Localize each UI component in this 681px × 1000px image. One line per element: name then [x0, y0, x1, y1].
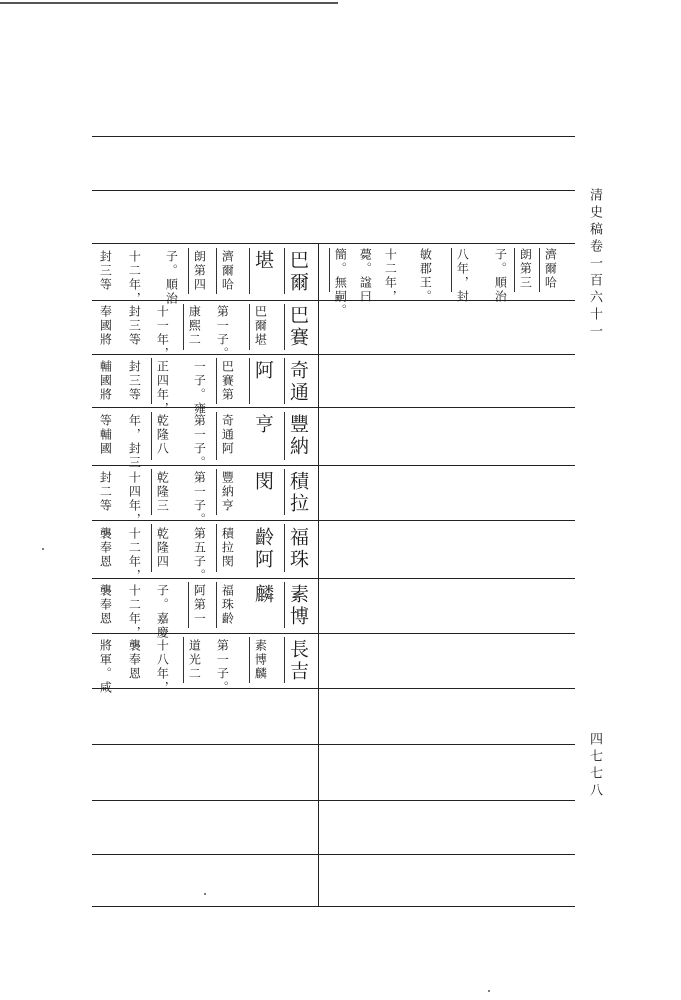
entry-generation-name: 堪 [252, 250, 274, 272]
entry-text-col: 八年，封 [455, 248, 470, 304]
bracket-bar [188, 248, 189, 294]
entry-name: 巴賽 [287, 305, 309, 349]
bracket-bar [284, 582, 285, 628]
entry-father: 豐納亨 [220, 471, 235, 513]
bracket-bar [249, 358, 250, 404]
top-rule [92, 136, 575, 137]
entry-desc: 乾隆三 [155, 471, 170, 513]
entry-generation-name: 亨 [252, 414, 274, 436]
entry-desc: 道光二 [187, 639, 202, 681]
entry-father: 濟爾哈 [220, 250, 235, 292]
entry-desc: 乾隆四 [155, 527, 170, 569]
row-divider [92, 578, 575, 579]
bracket-bar [151, 412, 152, 460]
entry-desc: 子。嘉慶 [155, 584, 170, 640]
entry-birth-order: 阿第一 [192, 584, 207, 626]
entry-father: 巴賽第 [220, 360, 235, 402]
bracket-bar [284, 469, 285, 515]
entry-desc: 奉國將 [98, 305, 113, 347]
entry-desc: 十八年， [155, 639, 170, 695]
row-divider [92, 744, 575, 745]
entry-name: 長吉 [287, 639, 309, 683]
entry-desc: 年，封三 [127, 414, 142, 470]
bracket-bar [284, 248, 285, 294]
entry-birth-order: 第一子。 [192, 471, 207, 527]
row-divider [92, 800, 575, 801]
entry-desc: 十二年， [127, 527, 142, 583]
second-rule [92, 190, 575, 191]
bottom-rule [92, 906, 575, 907]
bracket-bar [216, 582, 217, 628]
entry-desc: 封三等 [98, 250, 113, 292]
entry-text-col: 朗第三 [518, 248, 533, 290]
entry-desc: 襲奉恩 [127, 639, 142, 681]
entry-text-col: 敏郡王。 [418, 248, 433, 304]
entry-father: 福珠齡 [220, 584, 235, 626]
bracket-bar [183, 637, 184, 683]
bracket-bar [284, 304, 285, 350]
bracket-bar [216, 248, 217, 294]
entry-desc: 襲奉恩 [98, 527, 113, 569]
bracket-bar [329, 248, 330, 292]
bracket-bar [539, 248, 540, 292]
entry-generation-name: 閔 [252, 471, 274, 493]
entry-text-col: 十二年， [383, 248, 398, 304]
bracket-bar [216, 469, 217, 515]
entry-father: 積拉閔 [220, 527, 235, 569]
entry-desc: 封二等 [98, 471, 113, 513]
row-divider [92, 465, 575, 466]
bracket-bar [284, 358, 285, 404]
entry-name: 積拉 [287, 471, 309, 515]
bracket-bar [249, 248, 250, 294]
entry-desc: 康熙二 [187, 305, 202, 347]
entry-name: 福珠 [287, 527, 309, 571]
entry-birth-order: 第一子。 [215, 639, 230, 695]
bracket-bar [216, 358, 217, 404]
bracket-bar [188, 582, 189, 628]
column-divider [318, 243, 319, 906]
entry-desc: 十二年， [127, 584, 142, 640]
entry-text-col: 子。順治 [493, 248, 508, 304]
scan-speck [204, 893, 206, 895]
bracket-bar [284, 412, 285, 460]
bracket-bar [284, 637, 285, 683]
bracket-bar [514, 248, 515, 292]
bracket-bar [216, 524, 217, 572]
entry-desc: 襲奉恩 [98, 584, 113, 626]
entry-desc: 封三等 [127, 360, 142, 402]
row-divider [92, 854, 575, 855]
entry-name: 奇通 [287, 360, 309, 404]
entry-father: 素博麟 [253, 639, 268, 681]
entry-text-col: 薨。諡曰 [358, 248, 373, 304]
entry-name: 豐納 [287, 414, 309, 458]
entry-desc: 等輔國 [98, 414, 113, 456]
entry-name: 素博 [287, 584, 309, 628]
bracket-bar [451, 248, 452, 292]
entry-desc: 輔國將 [98, 360, 113, 402]
entry-birth-order: 一子。雍 [192, 360, 207, 416]
entry-generation-name: 阿 [252, 360, 274, 382]
bracket-bar [249, 637, 250, 683]
entry-name: 巴爾 [287, 250, 309, 294]
bracket-bar [183, 304, 184, 350]
volume-title: 清史稿卷一百六十一 [587, 188, 602, 341]
bracket-bar [151, 469, 152, 515]
entry-desc: 十一年， [155, 305, 170, 361]
scan-speck [488, 990, 490, 992]
entry-birth-order: 朗第四 [192, 250, 207, 292]
bracket-bar [151, 358, 152, 404]
entry-generation-name: 麟 [252, 584, 274, 606]
table-top-rule [92, 243, 575, 244]
entry-desc: 將軍。咸 [98, 639, 113, 695]
scan-speck [42, 548, 44, 550]
entry-desc: 十二年， [127, 250, 142, 306]
entry-desc: 十四年， [127, 471, 142, 527]
bracket-bar [151, 524, 152, 572]
entry-father: 奇通阿 [220, 414, 235, 456]
entry-desc: 正四年， [155, 360, 170, 416]
entry-text-col: 濟爾哈 [543, 248, 558, 290]
row-divider [92, 520, 575, 521]
page-number: 四七七八 [587, 732, 602, 800]
bracket-bar [249, 304, 250, 350]
scan-edge-line [0, 2, 338, 4]
entry-generation-name: 齡阿 [252, 527, 274, 571]
entry-birth-order: 第五子。 [192, 527, 207, 583]
entry-desc: 封三等 [127, 305, 142, 347]
entry-desc: 子。順治 [164, 250, 179, 306]
entry-birth-order: 第一子。 [215, 305, 230, 361]
entry-text-col: 簡。無嗣。 [333, 248, 348, 318]
entry-desc: 乾隆八 [155, 414, 170, 456]
bracket-bar [216, 412, 217, 460]
entry-birth-order: 第一子。 [192, 414, 207, 470]
bracket-bar [284, 524, 285, 572]
entry-father: 巴爾堪 [253, 305, 268, 347]
